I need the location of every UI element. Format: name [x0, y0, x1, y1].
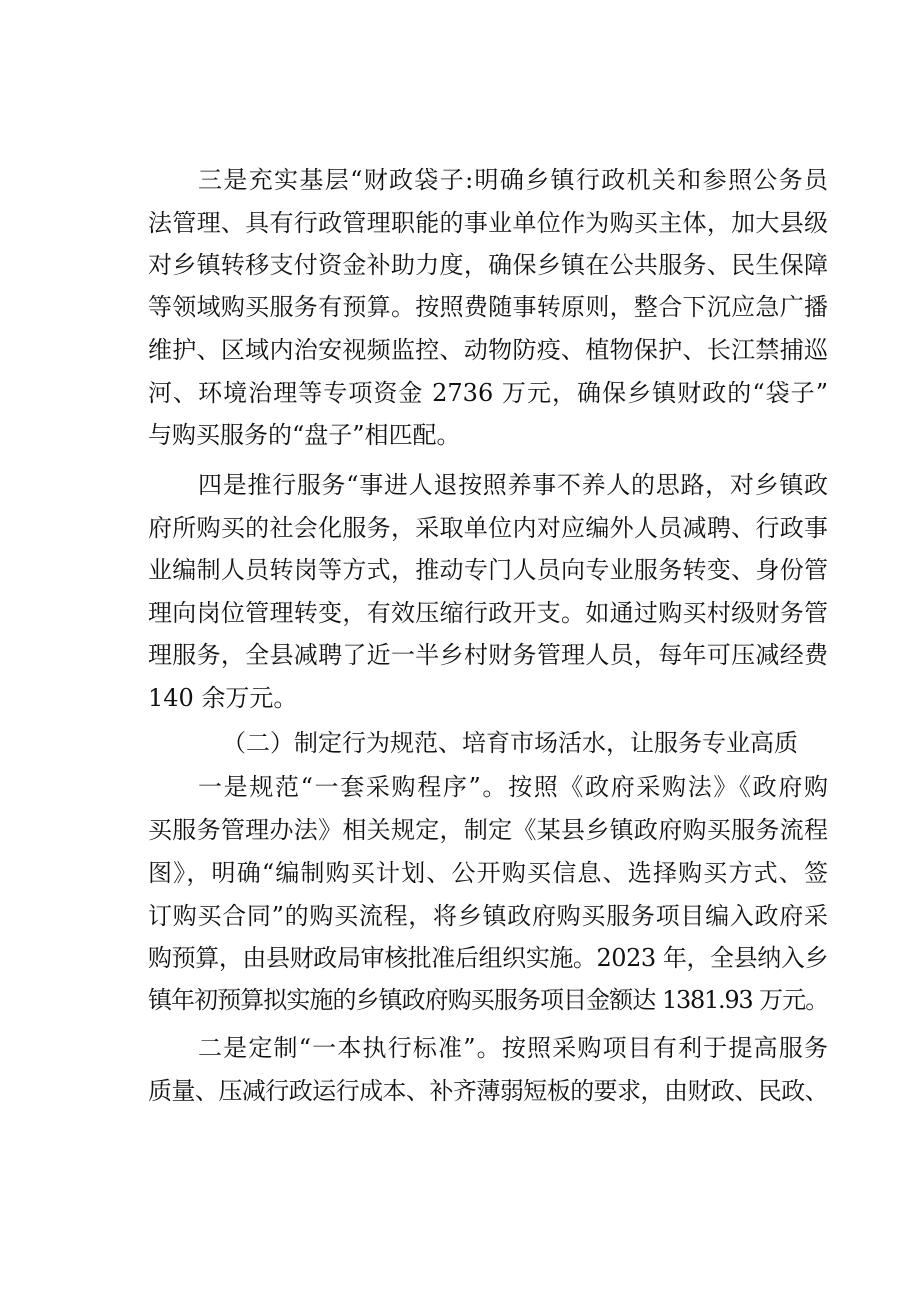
- paragraph-4-line-2: 质量、压减行政运行成本、补齐薄弱短板的要求，由财政、民政、: [148, 1077, 828, 1105]
- paragraph-1-line-6: 河、环境治理等专项资金 2736 万元，确保乡镇财政的“袋子”: [148, 379, 828, 407]
- section-heading: （二）制定行为规范、培育市场活水，让服务专业高质: [222, 729, 798, 757]
- paragraph-1-line-3: 对乡镇转移支付资金补助力度，确保乡镇在公共服务、民生保障: [148, 251, 828, 279]
- paragraph-3-line-5: 购预算，由县财政局审核批准后组织实施。2023 年，全县纳入乡: [148, 944, 828, 972]
- paragraph-2-line-6: 140 余万元。: [148, 684, 298, 712]
- paragraph-3-line-2: 买服务管理办法》相关规定，制定《某县乡镇政府购买服务流程: [148, 816, 828, 844]
- paragraph-1-line-7: 与购买服务的“盘子”相匹配。: [148, 421, 461, 449]
- paragraph-2-line-1: 四是推行服务“事进人退按照养事不养人的思路，对乡镇政: [198, 471, 828, 499]
- paragraph-3-line-4: 订购买合同”的购买流程，将乡镇政府购买服务项目编入政府采: [148, 902, 828, 930]
- paragraph-4-line-1: 二是定制“一本执行标准”。按照采购项目有利于提高服务: [198, 1034, 828, 1062]
- paragraph-3-line-3: 图》，明确“编制购买计划、公开购买信息、选择购买方式、签: [148, 859, 828, 887]
- paragraph-1-line-5: 维护、区域内治安视频监控、动物防疫、植物保护、长江禁捕巡: [148, 336, 828, 364]
- paragraph-3-line-6: 镇年初预算拟实施的乡镇政府购买服务项目金额达 1381.93 万元。: [148, 986, 828, 1014]
- paragraph-3-line-1: 一是规范“一套采购程序”。按照《政府采购法》《政府购: [198, 773, 828, 801]
- paragraph-1-line-4: 等领域购买服务有预算。按照费随事转原则，整合下沉应急广播: [148, 293, 828, 321]
- paragraph-1-line-1: 三是充实基层“财政袋子:明确乡镇行政机关和参照公务员: [198, 166, 828, 194]
- paragraph-2-line-4: 理向岗位管理转变，有效压缩行政开支。如通过购买村级财务管: [148, 599, 828, 627]
- paragraph-2-line-3: 业编制人员转岗等方式，推动专门人员向专业服务转变、身份管: [148, 556, 828, 584]
- paragraph-2-line-2: 府所购买的社会化服务，采取单位内对应编外人员减聘、行政事: [148, 514, 828, 542]
- paragraph-1-line-2: 法管理、具有行政管理职能的事业单位作为购买主体，加大县级: [148, 209, 828, 237]
- paragraph-2-line-5: 理服务，全县减聘了近一半乡村财务管理人员，每年可压减经费: [148, 641, 828, 669]
